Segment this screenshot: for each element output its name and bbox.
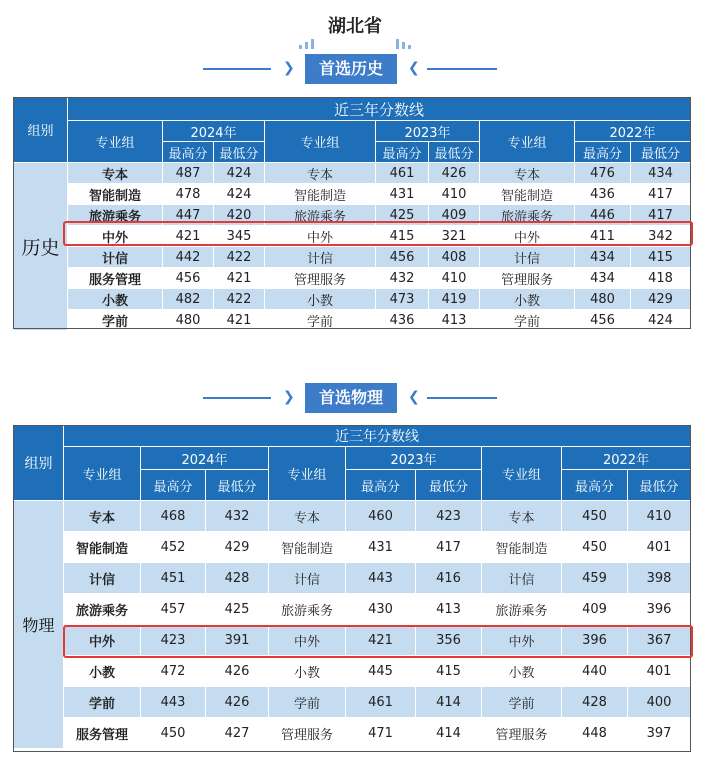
- major-cell: 专本: [480, 163, 575, 184]
- score-cell: 396: [628, 594, 691, 625]
- score-cell: 440: [562, 656, 628, 687]
- major-cell: 旅游乘务: [482, 594, 562, 625]
- header-max: 最高分: [141, 470, 206, 501]
- score-cell: 442: [163, 247, 214, 268]
- section-banner-physics: [0, 380, 711, 416]
- score-cell: 460: [346, 501, 416, 532]
- header-min: 最低分: [214, 142, 265, 163]
- score-cell: 431: [346, 532, 416, 563]
- major-cell: 计信: [480, 247, 575, 268]
- major-cell: 计信: [68, 247, 163, 268]
- score-cell: 461: [376, 163, 429, 184]
- score-cell: 426: [429, 163, 480, 184]
- score-cell: 411: [575, 226, 631, 247]
- header-major-2023: 专业组: [269, 447, 346, 501]
- table-row: [14, 532, 691, 563]
- header-major-2024: 专业组: [68, 121, 163, 163]
- score-cell: 418: [631, 268, 691, 289]
- score-cell: 452: [141, 532, 206, 563]
- header-max: 最高分: [562, 470, 628, 501]
- score-cell: 468: [141, 501, 206, 532]
- major-cell: 智能制造: [482, 532, 562, 563]
- table-row-highlighted: [14, 625, 691, 656]
- score-cell: 423: [141, 625, 206, 656]
- header-year-2022: 2022年: [575, 121, 691, 142]
- score-cell: 480: [575, 289, 631, 310]
- score-cell: 419: [429, 289, 480, 310]
- score-cell: 417: [631, 184, 691, 205]
- table-row: [14, 656, 691, 687]
- table-row: [14, 205, 691, 226]
- score-cell: 356: [416, 625, 482, 656]
- major-cell: 旅游乘务: [480, 205, 575, 226]
- score-cell: 417: [416, 532, 482, 563]
- score-cell: 413: [416, 594, 482, 625]
- header-max: 最高分: [346, 470, 416, 501]
- major-cell: 智能制造: [64, 532, 141, 563]
- header-major-2022: 专业组: [482, 447, 562, 501]
- header-min: 最低分: [416, 470, 482, 501]
- major-cell: 服务管理: [64, 718, 141, 749]
- score-cell: 409: [562, 594, 628, 625]
- header-max: 最高分: [575, 142, 631, 163]
- score-cell: 401: [628, 532, 691, 563]
- score-cell: 410: [429, 184, 480, 205]
- score-cell: 450: [562, 532, 628, 563]
- province-title: 湖北省: [328, 16, 382, 37]
- score-cell: 414: [416, 718, 482, 749]
- major-cell: 旅游乘务: [269, 594, 346, 625]
- province-header: [0, 0, 711, 44]
- header-major-2024: 专业组: [64, 447, 141, 501]
- score-cell: 431: [376, 184, 429, 205]
- header-max: 最高分: [163, 142, 214, 163]
- score-cell: 432: [376, 268, 429, 289]
- score-table-history: [13, 97, 691, 331]
- score-cell: 416: [416, 563, 482, 594]
- major-cell: 专本: [482, 501, 562, 532]
- score-cell: 476: [575, 163, 631, 184]
- header-year-2024: 2024年: [141, 447, 269, 470]
- major-cell: 智能制造: [265, 184, 376, 205]
- score-cell: 434: [631, 163, 691, 184]
- major-cell: 旅游乘务: [265, 205, 376, 226]
- major-cell: 管理服务: [482, 718, 562, 749]
- major-cell: 专本: [68, 163, 163, 184]
- score-cell: 421: [214, 310, 265, 331]
- score-cell: 447: [163, 205, 214, 226]
- score-cell: 428: [562, 687, 628, 718]
- score-cell: 450: [562, 501, 628, 532]
- score-cell: 445: [346, 656, 416, 687]
- major-cell: 计信: [64, 563, 141, 594]
- major-cell: 计信: [265, 247, 376, 268]
- score-cell: 398: [628, 563, 691, 594]
- score-cell: 434: [575, 247, 631, 268]
- score-cell: 434: [575, 268, 631, 289]
- major-cell: 小教: [480, 289, 575, 310]
- banner-line-left: [203, 68, 271, 70]
- chevron-right-icon: ❯: [283, 389, 295, 405]
- header-major-2022: 专业组: [480, 121, 575, 163]
- table-row: [14, 289, 691, 310]
- major-cell: 智能制造: [269, 532, 346, 563]
- major-cell: 小教: [269, 656, 346, 687]
- score-cell: 428: [206, 563, 269, 594]
- banner-line-left: [203, 397, 271, 399]
- score-cell: 391: [206, 625, 269, 656]
- major-cell: 专本: [269, 501, 346, 532]
- major-cell: 小教: [64, 656, 141, 687]
- major-cell: 学前: [68, 310, 163, 331]
- major-cell: 学前: [480, 310, 575, 331]
- score-cell: 426: [206, 656, 269, 687]
- score-cell: 430: [346, 594, 416, 625]
- score-cell: 425: [376, 205, 429, 226]
- table-title: 近三年分数线: [68, 98, 691, 121]
- major-cell: 学前: [64, 687, 141, 718]
- header-year-2022: 2022年: [562, 447, 691, 470]
- score-cell: 427: [206, 718, 269, 749]
- score-cell: 422: [214, 247, 265, 268]
- score-cell: 415: [416, 656, 482, 687]
- header-min: 最低分: [631, 142, 691, 163]
- major-cell: 学前: [265, 310, 376, 331]
- score-cell: 471: [346, 718, 416, 749]
- table-row: [14, 594, 691, 625]
- header-year-2023: 2023年: [376, 121, 480, 142]
- banner-line-right: [427, 397, 497, 399]
- major-cell: 学前: [482, 687, 562, 718]
- score-cell: 415: [631, 247, 691, 268]
- score-cell: 408: [429, 247, 480, 268]
- table-row: [14, 268, 691, 289]
- major-cell: 中外: [269, 625, 346, 656]
- score-cell: 414: [416, 687, 482, 718]
- header-major-2023: 专业组: [265, 121, 376, 163]
- score-cell: 482: [163, 289, 214, 310]
- score-cell: 448: [562, 718, 628, 749]
- section-banner-history: [0, 51, 711, 87]
- major-cell: 专本: [265, 163, 376, 184]
- banner-label: 首选物理: [305, 383, 397, 413]
- score-cell: 429: [206, 532, 269, 563]
- major-cell: 旅游乘务: [64, 594, 141, 625]
- table-row: [14, 310, 691, 331]
- header-min: 最低分: [429, 142, 480, 163]
- score-cell: 410: [628, 501, 691, 532]
- major-cell: 中外: [482, 625, 562, 656]
- score-cell: 401: [628, 656, 691, 687]
- decor-bars-right: [396, 30, 414, 40]
- score-cell: 397: [628, 718, 691, 749]
- score-cell: 424: [631, 310, 691, 331]
- major-cell: 管理服务: [480, 268, 575, 289]
- major-cell: 智能制造: [480, 184, 575, 205]
- score-cell: 400: [628, 687, 691, 718]
- major-cell: 计信: [269, 563, 346, 594]
- score-cell: 424: [214, 163, 265, 184]
- score-cell: 432: [206, 501, 269, 532]
- major-cell: 中外: [265, 226, 376, 247]
- score-cell: 450: [141, 718, 206, 749]
- score-cell: 422: [214, 289, 265, 310]
- score-cell: 345: [214, 226, 265, 247]
- score-cell: 421: [346, 625, 416, 656]
- score-table-physics: [13, 425, 691, 749]
- header-min: 最低分: [628, 470, 691, 501]
- major-cell: 中外: [68, 226, 163, 247]
- header-group-col: 组别: [14, 426, 64, 501]
- banner-label: 首选历史: [305, 54, 397, 84]
- score-cell: 478: [163, 184, 214, 205]
- score-cell: 487: [163, 163, 214, 184]
- table-row: [14, 563, 691, 594]
- score-cell: 321: [429, 226, 480, 247]
- table-row: [14, 247, 691, 268]
- score-cell: 473: [376, 289, 429, 310]
- major-cell: 服务管理: [68, 268, 163, 289]
- table-row: [14, 718, 691, 749]
- major-cell: 计信: [482, 563, 562, 594]
- score-cell: 420: [214, 205, 265, 226]
- score-cell: 429: [631, 289, 691, 310]
- major-cell: 智能制造: [68, 184, 163, 205]
- group-label: 物理: [14, 501, 64, 749]
- score-cell: 426: [206, 687, 269, 718]
- score-cell: 456: [376, 247, 429, 268]
- score-cell: 443: [346, 563, 416, 594]
- group-label: 历史: [14, 163, 68, 331]
- score-cell: 456: [575, 310, 631, 331]
- header-max: 最高分: [376, 142, 429, 163]
- table-row-highlighted: [14, 226, 691, 247]
- chevron-left-icon: ❮: [408, 60, 420, 76]
- score-cell: 472: [141, 656, 206, 687]
- score-cell: 367: [628, 625, 691, 656]
- major-cell: 旅游乘务: [68, 205, 163, 226]
- table-row: [14, 184, 691, 205]
- table-title: 近三年分数线: [64, 426, 691, 447]
- major-cell: 专本: [64, 501, 141, 532]
- score-cell: 436: [575, 184, 631, 205]
- score-cell: 417: [631, 205, 691, 226]
- score-cell: 456: [163, 268, 214, 289]
- chevron-right-icon: ❯: [283, 60, 295, 76]
- score-cell: 459: [562, 563, 628, 594]
- table-row: [14, 163, 691, 184]
- major-cell: 小教: [68, 289, 163, 310]
- score-cell: 443: [141, 687, 206, 718]
- score-cell: 396: [562, 625, 628, 656]
- major-cell: 中外: [64, 625, 141, 656]
- score-cell: 446: [575, 205, 631, 226]
- table-row: [14, 501, 691, 532]
- score-cell: 424: [214, 184, 265, 205]
- score-cell: 451: [141, 563, 206, 594]
- score-cell: 480: [163, 310, 214, 331]
- score-cell: 421: [163, 226, 214, 247]
- major-cell: 小教: [265, 289, 376, 310]
- score-cell: 410: [429, 268, 480, 289]
- score-cell: 461: [346, 687, 416, 718]
- header-group-col: 组别: [14, 98, 68, 163]
- major-cell: 学前: [269, 687, 346, 718]
- major-cell: 小教: [482, 656, 562, 687]
- major-cell: 中外: [480, 226, 575, 247]
- score-cell: 436: [376, 310, 429, 331]
- score-cell: 457: [141, 594, 206, 625]
- score-cell: 421: [214, 268, 265, 289]
- score-cell: 409: [429, 205, 480, 226]
- major-cell: 管理服务: [265, 268, 376, 289]
- header-year-2023: 2023年: [346, 447, 482, 470]
- score-cell: 423: [416, 501, 482, 532]
- score-cell: 413: [429, 310, 480, 331]
- major-cell: 管理服务: [269, 718, 346, 749]
- banner-line-right: [427, 68, 497, 70]
- header-year-2024: 2024年: [163, 121, 265, 142]
- table-row: [14, 687, 691, 718]
- header-min: 最低分: [206, 470, 269, 501]
- score-cell: 415: [376, 226, 429, 247]
- score-cell: 425: [206, 594, 269, 625]
- score-cell: 342: [631, 226, 691, 247]
- chevron-left-icon: ❮: [408, 389, 420, 405]
